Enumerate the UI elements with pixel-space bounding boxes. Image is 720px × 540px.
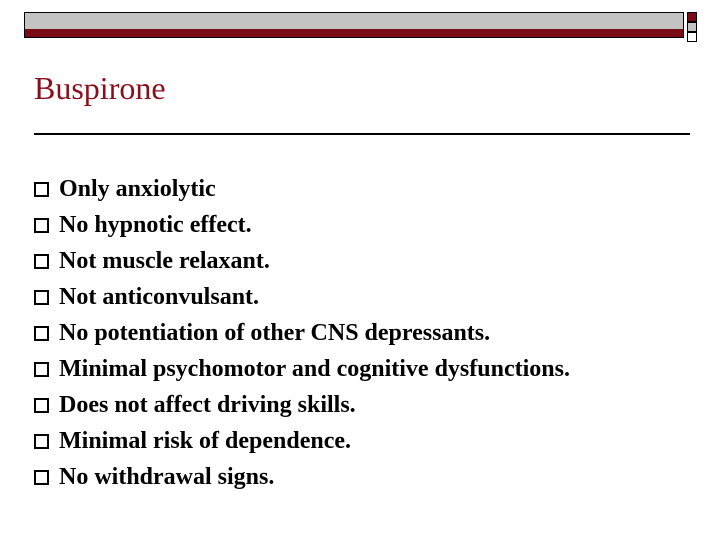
title-divider: [34, 133, 690, 135]
hollow-square-bullet-icon: [34, 362, 49, 377]
hollow-square-bullet-icon: [34, 254, 49, 269]
list-item: [34, 279, 570, 315]
list-item: [34, 243, 570, 279]
hollow-square-bullet-icon: [34, 182, 49, 197]
hollow-square-bullet-icon: [34, 434, 49, 449]
list-item: [34, 351, 570, 387]
header-band-stripe: [25, 29, 683, 37]
bullet-text: No potentiation of other CNS depressants.: [59, 319, 491, 346]
bullet-text: Minimal risk of dependence.: [59, 427, 351, 454]
bullet-text: Not anticonvulsant.: [59, 283, 260, 310]
list-item: [34, 459, 570, 495]
bullet-text: No withdrawal signs.: [59, 463, 275, 490]
bullet-text: Not muscle relaxant.: [59, 247, 270, 274]
hollow-square-bullet-icon: [34, 290, 49, 305]
bullet-text: Does not affect driving skills.: [59, 391, 356, 418]
corner-decoration: [685, 12, 707, 42]
corner-square-white: [687, 32, 697, 42]
hollow-square-bullet-icon: [34, 218, 49, 233]
list-item: [34, 315, 570, 351]
corner-square-red: [687, 12, 697, 22]
list-item: [34, 171, 570, 207]
corner-square-gray: [687, 22, 697, 32]
bullet-text: No hypnotic effect.: [59, 211, 252, 238]
hollow-square-bullet-icon: [34, 398, 49, 413]
list-item: [34, 387, 570, 423]
bullet-list: [34, 171, 570, 495]
slide-title: Buspirone: [34, 70, 166, 106]
hollow-square-bullet-icon: [34, 326, 49, 341]
list-item: [34, 423, 570, 459]
bullet-text: Minimal psychomotor and cognitive dysfunctions.: [59, 355, 570, 382]
list-item: [34, 207, 570, 243]
bullet-text: Only anxiolytic: [59, 175, 216, 202]
header-band: [24, 12, 684, 38]
hollow-square-bullet-icon: [34, 470, 49, 485]
